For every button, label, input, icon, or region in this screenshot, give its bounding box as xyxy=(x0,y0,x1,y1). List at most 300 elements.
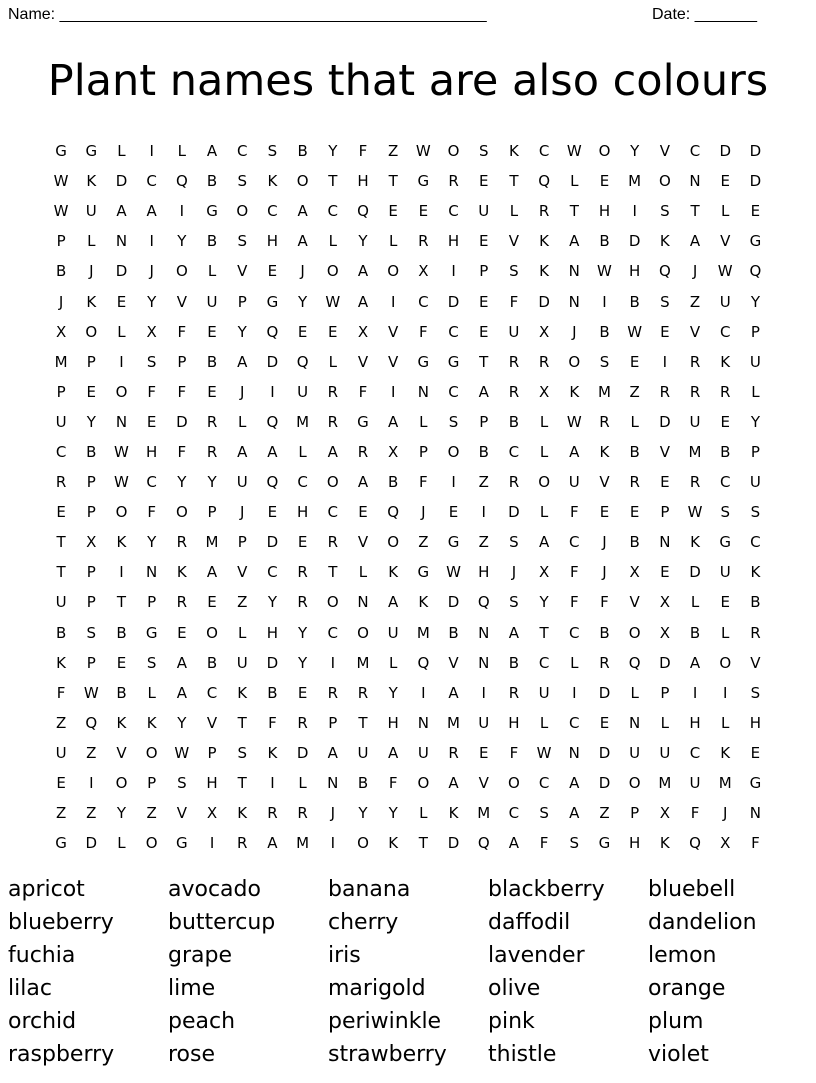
grid-letter[interactable]: U xyxy=(689,774,701,793)
grid-letter[interactable]: P xyxy=(177,352,187,371)
grid-letter[interactable]: L xyxy=(147,683,156,702)
grid-letter[interactable]: U xyxy=(538,683,550,702)
grid-letter[interactable]: E xyxy=(750,202,761,221)
grid-letter[interactable]: R xyxy=(176,533,188,552)
grid-letter[interactable]: F xyxy=(419,473,428,492)
grid-letter[interactable]: B xyxy=(116,623,127,642)
grid-letter[interactable]: Q xyxy=(628,653,641,672)
grid-letter[interactable]: H xyxy=(447,232,460,251)
grid-letter[interactable]: Y xyxy=(388,683,398,702)
grid-letter[interactable]: K xyxy=(750,563,761,582)
grid-letter[interactable]: F xyxy=(569,593,579,612)
grid-letter[interactable]: R xyxy=(448,743,459,762)
grid-letter[interactable]: I xyxy=(390,382,396,401)
grid-letter[interactable]: R xyxy=(297,593,308,612)
grid-letter[interactable]: F xyxy=(358,142,368,161)
grid-letter[interactable]: T xyxy=(569,202,579,221)
grid-letter[interactable]: Z xyxy=(478,473,489,492)
grid-letter[interactable]: U xyxy=(206,292,218,311)
grid-letter[interactable]: U xyxy=(629,743,641,762)
grid-letter[interactable]: Q xyxy=(296,352,309,371)
grid-letter[interactable]: E xyxy=(207,593,217,612)
grid-letter[interactable]: C xyxy=(538,774,550,793)
grid-letter[interactable]: G xyxy=(417,352,430,371)
grid-letter[interactable]: B xyxy=(629,442,640,461)
grid-letter[interactable]: S xyxy=(448,412,459,431)
grid-letter[interactable]: U xyxy=(417,743,429,762)
grid-letter[interactable]: U xyxy=(236,473,248,492)
grid-letter[interactable]: X xyxy=(659,593,670,612)
grid-letter[interactable]: R xyxy=(418,232,429,251)
grid-letter[interactable]: Q xyxy=(175,172,188,191)
grid-letter[interactable]: R xyxy=(599,653,610,672)
grid-letter[interactable]: F xyxy=(268,713,277,732)
grid-letter[interactable]: N xyxy=(689,172,701,191)
grid-letter[interactable]: W xyxy=(536,743,552,762)
grid-letter[interactable]: L xyxy=(298,442,307,461)
grid-letter[interactable]: W xyxy=(53,172,69,191)
grid-letter[interactable]: U xyxy=(85,202,97,221)
grid-letter[interactable]: R xyxy=(327,382,338,401)
grid-letter[interactable]: V xyxy=(599,473,610,492)
grid-letter[interactable]: A xyxy=(327,442,338,461)
grid-letter[interactable]: S xyxy=(177,774,187,793)
grid-letter[interactable]: R xyxy=(508,382,520,401)
grid-letter[interactable]: N xyxy=(568,292,580,311)
grid-letter[interactable]: A xyxy=(569,442,580,461)
grid-letter[interactable]: L xyxy=(721,713,730,732)
grid-letter[interactable]: Y xyxy=(750,292,760,311)
grid-letter[interactable]: E xyxy=(267,262,278,281)
grid-letter[interactable]: D xyxy=(296,743,309,762)
grid-letter[interactable]: P xyxy=(750,322,760,341)
grid-letter[interactable]: I xyxy=(270,774,275,793)
grid-letter[interactable]: D xyxy=(447,292,460,311)
grid-letter[interactable]: P xyxy=(147,774,157,793)
grid-letter[interactable]: H xyxy=(598,202,611,221)
grid-letter[interactable]: E xyxy=(720,172,730,191)
grid-letter[interactable]: D xyxy=(749,172,762,191)
grid-letter[interactable]: I xyxy=(330,653,335,672)
grid-letter[interactable]: T xyxy=(328,172,338,191)
grid-letter[interactable]: O xyxy=(236,202,249,221)
grid-letter[interactable]: U xyxy=(508,322,520,341)
grid-letter[interactable]: A xyxy=(508,834,520,853)
grid-letter[interactable]: W xyxy=(415,142,431,161)
grid-letter[interactable]: R xyxy=(448,172,459,191)
grid-letter[interactable]: D xyxy=(176,412,188,431)
grid-letter[interactable]: L xyxy=(238,412,247,431)
grid-letter[interactable]: Y xyxy=(86,412,96,431)
grid-letter[interactable]: E xyxy=(750,743,761,762)
grid-letter[interactable]: D xyxy=(689,563,701,582)
grid-letter[interactable]: B xyxy=(206,352,218,371)
grid-letter[interactable]: F xyxy=(56,683,66,702)
grid-letter[interactable]: X xyxy=(659,804,670,823)
grid-letter[interactable]: N xyxy=(146,563,158,582)
grid-letter[interactable]: M xyxy=(718,774,732,793)
grid-letter[interactable]: H xyxy=(629,834,641,853)
grid-letter[interactable]: V xyxy=(750,653,761,672)
grid-letter[interactable]: Y xyxy=(539,593,549,612)
grid-letter[interactable]: M xyxy=(54,352,68,371)
grid-letter[interactable]: P xyxy=(479,262,489,281)
grid-letter[interactable]: I xyxy=(662,352,668,371)
grid-letter[interactable]: H xyxy=(206,774,218,793)
grid-letter[interactable]: E xyxy=(388,202,398,221)
grid-letter[interactable]: H xyxy=(689,713,701,732)
grid-letter[interactable]: Z xyxy=(55,804,67,823)
grid-letter[interactable]: K xyxy=(267,172,278,191)
grid-letter[interactable]: C xyxy=(719,473,731,492)
grid-letter[interactable]: E xyxy=(267,503,278,522)
grid-letter[interactable]: O xyxy=(447,442,460,461)
grid-letter[interactable]: C xyxy=(508,442,520,461)
grid-letter[interactable]: R xyxy=(538,352,550,371)
grid-letter[interactable]: L xyxy=(388,232,398,251)
grid-letter[interactable]: G xyxy=(749,774,762,793)
grid-letter[interactable]: V xyxy=(176,804,187,823)
grid-letter[interactable]: P xyxy=(660,503,670,522)
grid-letter[interactable]: O xyxy=(387,533,400,552)
grid-letter[interactable]: T xyxy=(509,172,519,191)
grid-letter[interactable]: I xyxy=(119,352,124,371)
grid-letter[interactable]: A xyxy=(267,834,278,853)
grid-letter[interactable]: C xyxy=(508,804,520,823)
grid-letter[interactable]: R xyxy=(237,834,248,853)
grid-letter[interactable]: D xyxy=(85,834,98,853)
grid-letter[interactable]: E xyxy=(418,202,429,221)
grid-letter[interactable]: R xyxy=(689,473,701,492)
grid-letter[interactable]: I xyxy=(602,292,607,311)
grid-letter[interactable]: K xyxy=(56,653,67,672)
grid-letter[interactable]: Q xyxy=(749,262,762,281)
grid-letter[interactable]: F xyxy=(509,292,519,311)
grid-letter[interactable]: K xyxy=(659,834,670,853)
grid-letter[interactable]: B xyxy=(55,623,67,642)
grid-letter[interactable]: L xyxy=(570,653,579,672)
grid-letter[interactable]: A xyxy=(237,352,248,371)
grid-letter[interactable]: N xyxy=(629,713,641,732)
grid-letter[interactable]: U xyxy=(478,713,490,732)
grid-letter[interactable]: Q xyxy=(658,262,671,281)
grid-letter[interactable]: N xyxy=(327,774,339,793)
grid-letter[interactable]: C xyxy=(448,382,459,401)
grid-letter[interactable]: G xyxy=(598,834,611,853)
grid-letter[interactable]: Q xyxy=(689,834,701,853)
grid-letter[interactable]: A xyxy=(297,202,308,221)
grid-letter[interactable]: Z xyxy=(478,533,489,552)
grid-letter[interactable]: Z xyxy=(629,382,640,401)
grid-letter[interactable]: P xyxy=(86,593,96,612)
grid-letter[interactable]: D xyxy=(659,412,671,431)
grid-letter[interactable]: Y xyxy=(358,232,368,251)
grid-letter[interactable]: L xyxy=(87,232,96,251)
grid-letter[interactable]: L xyxy=(539,442,549,461)
grid-letter[interactable]: Z xyxy=(388,142,399,161)
grid-letter[interactable]: Y xyxy=(358,804,368,823)
grid-letter[interactable]: C xyxy=(569,533,580,552)
grid-letter[interactable]: P xyxy=(56,232,66,251)
grid-letter[interactable]: A xyxy=(388,412,399,431)
grid-letter[interactable]: E xyxy=(116,292,127,311)
grid-letter[interactable]: I xyxy=(149,142,154,161)
grid-letter[interactable]: Q xyxy=(538,172,550,191)
grid-letter[interactable]: A xyxy=(538,533,550,552)
grid-letter[interactable]: S xyxy=(267,142,278,161)
grid-letter[interactable]: H xyxy=(266,623,279,642)
grid-letter[interactable]: B xyxy=(720,442,731,461)
grid-letter[interactable]: P xyxy=(56,382,66,401)
grid-letter[interactable]: A xyxy=(388,743,399,762)
grid-letter[interactable]: N xyxy=(417,713,429,732)
grid-letter[interactable]: O xyxy=(508,774,520,793)
grid-letter[interactable]: Z xyxy=(689,292,701,311)
grid-letter[interactable]: D xyxy=(749,142,762,161)
grid-letter[interactable]: L xyxy=(509,202,519,221)
grid-letter[interactable]: N xyxy=(357,593,369,612)
grid-letter[interactable]: J xyxy=(240,503,245,522)
grid-letter[interactable]: G xyxy=(145,623,158,642)
grid-letter[interactable]: E xyxy=(448,503,459,522)
grid-letter[interactable]: D xyxy=(598,774,611,793)
grid-letter[interactable]: A xyxy=(146,202,157,221)
grid-letter[interactable]: K xyxy=(569,382,580,401)
grid-letter[interactable]: B xyxy=(599,232,610,251)
grid-letter[interactable]: K xyxy=(116,713,127,732)
grid-letter[interactable]: L xyxy=(630,683,639,702)
grid-letter[interactable]: L xyxy=(721,623,730,642)
grid-letter[interactable]: D xyxy=(115,262,128,281)
grid-letter[interactable]: J xyxy=(692,262,698,281)
grid-letter[interactable]: K xyxy=(176,563,187,582)
grid-letter[interactable]: N xyxy=(568,743,580,762)
grid-letter[interactable]: C xyxy=(538,142,550,161)
grid-letter[interactable]: O xyxy=(296,172,309,191)
grid-letter[interactable]: T xyxy=(479,352,489,371)
grid-letter[interactable]: G xyxy=(55,142,67,161)
grid-letter[interactable]: F xyxy=(177,442,187,461)
grid-letter[interactable]: E xyxy=(478,232,489,251)
grid-letter[interactable]: B xyxy=(86,442,97,461)
grid-letter[interactable]: F xyxy=(751,834,760,853)
grid-letter[interactable]: U xyxy=(55,743,67,762)
grid-letter[interactable]: R xyxy=(750,623,761,642)
grid-letter[interactable]: O xyxy=(175,262,188,281)
grid-letter[interactable]: E xyxy=(86,382,97,401)
grid-letter[interactable]: H xyxy=(749,713,762,732)
grid-letter[interactable]: K xyxy=(237,683,248,702)
grid-letter[interactable]: F xyxy=(600,593,609,612)
grid-letter[interactable]: G xyxy=(85,142,98,161)
grid-letter[interactable]: S xyxy=(750,503,761,522)
grid-letter[interactable]: L xyxy=(117,834,126,853)
grid-letter[interactable]: L xyxy=(570,172,579,191)
grid-letter[interactable]: Z xyxy=(599,804,610,823)
grid-letter[interactable]: N xyxy=(115,232,128,251)
grid-letter[interactable]: G xyxy=(447,533,460,552)
grid-letter[interactable]: B xyxy=(508,653,520,672)
grid-letter[interactable]: D xyxy=(719,142,731,161)
grid-letter[interactable]: R xyxy=(55,473,67,492)
grid-letter[interactable]: Y xyxy=(177,713,187,732)
grid-letter[interactable]: P xyxy=(86,473,96,492)
grid-letter[interactable]: E xyxy=(478,292,489,311)
grid-letter[interactable]: J xyxy=(511,563,517,582)
grid-letter[interactable]: E xyxy=(478,743,489,762)
grid-letter[interactable]: U xyxy=(659,743,671,762)
grid-letter[interactable]: E xyxy=(720,412,730,431)
grid-letter[interactable]: I xyxy=(723,683,728,702)
grid-letter[interactable]: J xyxy=(602,533,607,552)
grid-letter[interactable]: E xyxy=(297,683,308,702)
grid-letter[interactable]: T xyxy=(358,713,368,732)
grid-letter[interactable]: X xyxy=(146,322,157,341)
grid-letter[interactable]: G xyxy=(357,412,369,431)
grid-letter[interactable]: F xyxy=(569,503,579,522)
grid-letter[interactable]: U xyxy=(55,412,67,431)
grid-letter[interactable]: D xyxy=(266,653,279,672)
grid-letter[interactable]: K xyxy=(86,172,97,191)
grid-letter[interactable]: G xyxy=(719,533,732,552)
grid-letter[interactable]: U xyxy=(297,382,309,401)
grid-letter[interactable]: O xyxy=(628,623,641,642)
grid-letter[interactable]: U xyxy=(749,352,761,371)
grid-letter[interactable]: H xyxy=(357,172,369,191)
grid-letter[interactable]: X xyxy=(206,804,218,823)
grid-letter[interactable]: Y xyxy=(177,473,187,492)
grid-letter[interactable]: S xyxy=(660,202,670,221)
grid-letter[interactable]: A xyxy=(448,774,459,793)
grid-letter[interactable]: B xyxy=(629,533,640,552)
grid-letter[interactable]: S xyxy=(660,292,670,311)
grid-letter[interactable]: E xyxy=(297,533,308,552)
grid-letter[interactable]: K xyxy=(539,232,550,251)
grid-letter[interactable]: E xyxy=(207,382,217,401)
grid-letter[interactable]: E xyxy=(629,352,640,371)
grid-letter[interactable]: W xyxy=(446,563,461,582)
grid-letter[interactable]: P xyxy=(86,352,96,371)
grid-letter[interactable]: L xyxy=(298,774,307,793)
grid-letter[interactable]: L xyxy=(690,593,700,612)
grid-letter[interactable]: V xyxy=(116,743,127,762)
grid-letter[interactable]: C xyxy=(538,653,550,672)
grid-letter[interactable]: W xyxy=(114,473,129,492)
grid-letter[interactable]: V xyxy=(237,563,248,582)
grid-letter[interactable]: R xyxy=(508,352,520,371)
grid-letter[interactable]: U xyxy=(236,653,248,672)
grid-letter[interactable]: C xyxy=(146,473,157,492)
grid-letter[interactable]: Q xyxy=(266,473,279,492)
grid-letter[interactable]: I xyxy=(209,834,215,853)
grid-letter[interactable]: C xyxy=(55,442,67,461)
grid-letter[interactable]: K xyxy=(116,533,127,552)
grid-letter[interactable]: J xyxy=(58,292,64,311)
grid-letter[interactable]: O xyxy=(175,503,188,522)
grid-letter[interactable]: Y xyxy=(147,533,157,552)
grid-letter[interactable]: Y xyxy=(388,804,398,823)
grid-letter[interactable]: O xyxy=(628,774,641,793)
grid-letter[interactable]: Y xyxy=(298,653,308,672)
grid-letter[interactable]: T xyxy=(237,713,247,732)
grid-letter[interactable]: C xyxy=(750,533,761,552)
grid-letter[interactable]: U xyxy=(749,473,761,492)
grid-letter[interactable]: L xyxy=(751,382,760,401)
grid-letter[interactable]: X xyxy=(538,322,550,341)
grid-letter[interactable]: R xyxy=(508,683,520,702)
grid-letter[interactable]: E xyxy=(720,593,730,612)
grid-letter[interactable]: T xyxy=(328,563,338,582)
grid-letter[interactable]: A xyxy=(689,653,701,672)
grid-letter[interactable]: I xyxy=(572,683,577,702)
grid-letter[interactable]: V xyxy=(206,713,218,732)
grid-letter[interactable]: U xyxy=(719,563,731,582)
grid-letter[interactable]: C xyxy=(236,142,248,161)
grid-letter[interactable]: H xyxy=(478,563,490,582)
grid-letter[interactable]: B xyxy=(206,172,218,191)
grid-letter[interactable]: C xyxy=(146,172,157,191)
grid-letter[interactable]: Q xyxy=(266,412,279,431)
grid-letter[interactable]: M xyxy=(296,834,310,853)
grid-letter[interactable]: O xyxy=(115,774,128,793)
grid-letter[interactable]: Q xyxy=(477,593,490,612)
grid-letter[interactable]: W xyxy=(566,412,582,431)
grid-letter[interactable]: F xyxy=(147,503,156,522)
grid-letter[interactable]: V xyxy=(176,292,187,311)
grid-letter[interactable]: N xyxy=(659,533,671,552)
grid-letter[interactable]: G xyxy=(206,202,218,221)
grid-letter[interactable]: B xyxy=(297,142,308,161)
grid-letter[interactable]: D xyxy=(115,172,128,191)
grid-letter[interactable]: X xyxy=(538,563,550,582)
grid-letter[interactable]: I xyxy=(119,563,124,582)
grid-letter[interactable]: K xyxy=(86,292,97,311)
grid-letter[interactable]: T xyxy=(690,202,700,221)
grid-letter[interactable]: B xyxy=(206,653,218,672)
grid-letter[interactable]: R xyxy=(206,442,218,461)
grid-letter[interactable]: M xyxy=(205,533,219,552)
grid-letter[interactable]: S xyxy=(478,142,489,161)
grid-letter[interactable]: O xyxy=(658,172,671,191)
grid-letter[interactable]: S xyxy=(237,743,247,762)
grid-letter[interactable]: V xyxy=(357,533,369,552)
grid-letter[interactable]: O xyxy=(598,142,611,161)
grid-letter[interactable]: C xyxy=(327,202,339,221)
grid-letter[interactable]: B xyxy=(750,593,761,612)
grid-letter[interactable]: W xyxy=(566,142,582,161)
grid-letter[interactable]: Z xyxy=(146,804,157,823)
grid-letter[interactable]: E xyxy=(146,412,157,431)
grid-letter[interactable]: K xyxy=(659,232,670,251)
grid-letter[interactable]: B xyxy=(206,232,218,251)
grid-letter[interactable]: D xyxy=(628,232,641,251)
grid-letter[interactable]: A xyxy=(689,232,701,251)
grid-letter[interactable]: B xyxy=(448,623,459,642)
grid-letter[interactable]: J xyxy=(602,563,607,582)
grid-letter[interactable]: C xyxy=(267,202,278,221)
grid-letter[interactable]: V xyxy=(508,232,520,251)
grid-letter[interactable]: P xyxy=(660,683,670,702)
grid-letter[interactable]: S xyxy=(720,503,730,522)
grid-letter[interactable]: A xyxy=(176,683,187,702)
grid-letter[interactable]: P xyxy=(86,503,96,522)
grid-letter[interactable]: F xyxy=(147,382,156,401)
grid-letter[interactable]: X xyxy=(86,533,97,552)
grid-letter[interactable]: R xyxy=(327,412,338,431)
grid-letter[interactable]: R xyxy=(689,352,701,371)
grid-letter[interactable]: I xyxy=(89,774,94,793)
grid-letter[interactable]: E xyxy=(478,322,489,341)
